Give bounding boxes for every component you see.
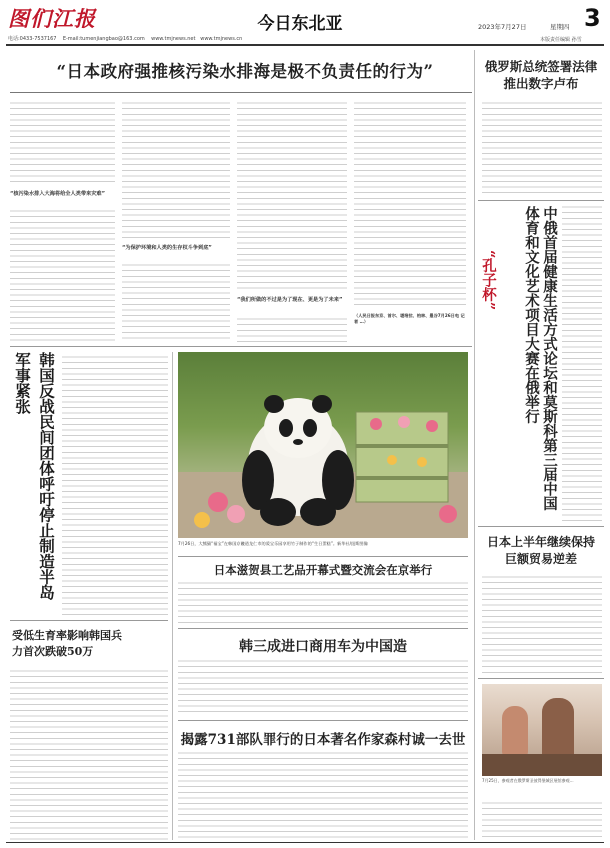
email: E-mail:tumenjiangbao@163.com: [62, 36, 145, 42]
vertical-feature-body: [562, 204, 602, 522]
lead-headline-rule: [10, 92, 472, 93]
crafts-body: [178, 580, 468, 624]
lead-body-col-1: [10, 100, 115, 186]
korea-vertical-headline: 韩国反战民间团体呼吁停止制造半岛军事紧张: [13, 352, 56, 600]
panda-rule: [178, 556, 468, 557]
bottom-headline: 揭露731部队罪行的日本著名作家森村诚一去世: [180, 732, 466, 748]
bottom-body: [178, 750, 468, 840]
panda-photo: [178, 352, 468, 538]
bottom-right-photo: [482, 684, 602, 776]
issue-date: 2023年7月27日: [478, 23, 527, 31]
phone: 电话:0433-7537167: [8, 36, 57, 42]
section-title: 今日东北亚: [257, 14, 343, 34]
bottom-right-photo-caption: 7月25日，参观者在俄罗斯圣彼得堡城区展馆参观…: [482, 778, 574, 783]
trade-body: [482, 574, 602, 674]
birthrate-headline: 受低生育率影响韩国兵力首次跌破50万: [12, 629, 122, 658]
lead-subhead-1: “核污染水排入大海将给全人类带来灾难”: [10, 191, 106, 197]
contact-bar: [8, 35, 478, 44]
feature-kongzi-cup-label: “孔子杯”: [480, 250, 497, 311]
website-2: www.tmjnews.cn: [200, 36, 243, 42]
page-number: 3: [584, 4, 601, 32]
photo-person-2: [542, 698, 574, 760]
website: www.tmjnews.net: [151, 36, 196, 42]
trade-headline: 日本上半年继续保持巨额贸易逆差: [486, 535, 595, 566]
feature-rule: [478, 526, 604, 527]
lead-byline: （人民日报东京、首尔、堪培拉、柏林、曼谷7月26日电 记者 …）: [354, 313, 465, 324]
lead-body-col-1b: [10, 208, 115, 342]
korea-vertical-headline-box: [10, 352, 60, 614]
korea-rule: [10, 620, 168, 621]
lead-body-col-3: [237, 100, 347, 290]
panda-illustration: [178, 352, 468, 538]
bamboo-cake: [356, 412, 448, 502]
feature-kongzi-cup: [478, 250, 502, 332]
photo-table: [482, 754, 602, 776]
editor-credit: 本版责任编辑 孙雪: [540, 37, 582, 43]
lead-body-col-4: [354, 100, 466, 310]
korea-body: [62, 354, 168, 618]
column-divider-left: [172, 352, 173, 840]
crafts-headline: 日本滋贺县工艺品开幕式暨交流会在京举行: [213, 563, 433, 577]
cars-headline: 韩三成进口商用车为中国造: [239, 639, 407, 655]
lead-body-col-2b: [122, 262, 230, 342]
feature-headline-part-1: 中俄首届健康生活方式论坛和莫斯科第三届中国体育和文化艺术项目大赛在俄举行: [523, 206, 558, 511]
cars-rule: [178, 720, 468, 721]
masthead-rule: [6, 44, 604, 46]
panda-photo-caption: 7月26日，大熊猫“福宝”在韩国京畿道龙仁市的爱宝乐园享用竹子制作的“生日蛋糕”。新华社/纽斯图像: [178, 541, 368, 546]
lead-headline: “日本政府强推核污染水排海是极不负责任的行为”: [56, 62, 434, 81]
photo-person-1: [502, 706, 528, 756]
panda: [242, 395, 354, 526]
newspaper-logo: [8, 3, 98, 29]
lead-subhead-3: “我们所做的不过是为了现在、更是为了未来”: [237, 297, 343, 303]
bottom-right-body: [482, 800, 602, 840]
lead-subhead-2: “为保护环境和人类的生存权斗争到底”: [122, 245, 212, 251]
page-bottom-rule: [6, 842, 604, 843]
lead-body-col-3b: [237, 316, 347, 342]
russia-headline: 俄罗斯总统签署法律推出数字卢布: [484, 59, 598, 91]
column-divider-right: [474, 50, 475, 840]
russia-body: [482, 100, 602, 196]
lead-body-col-2: [122, 100, 230, 240]
lead-bottom-rule: [10, 346, 472, 347]
russia-rule: [478, 200, 604, 201]
trade-rule: [478, 678, 604, 679]
issue-weekday: 星期四: [550, 23, 570, 31]
masthead: [0, 0, 610, 44]
crafts-rule: [178, 628, 468, 629]
logo-text: 图们江报: [8, 6, 96, 31]
birthrate-body: [10, 668, 168, 840]
cars-body: [178, 658, 468, 716]
